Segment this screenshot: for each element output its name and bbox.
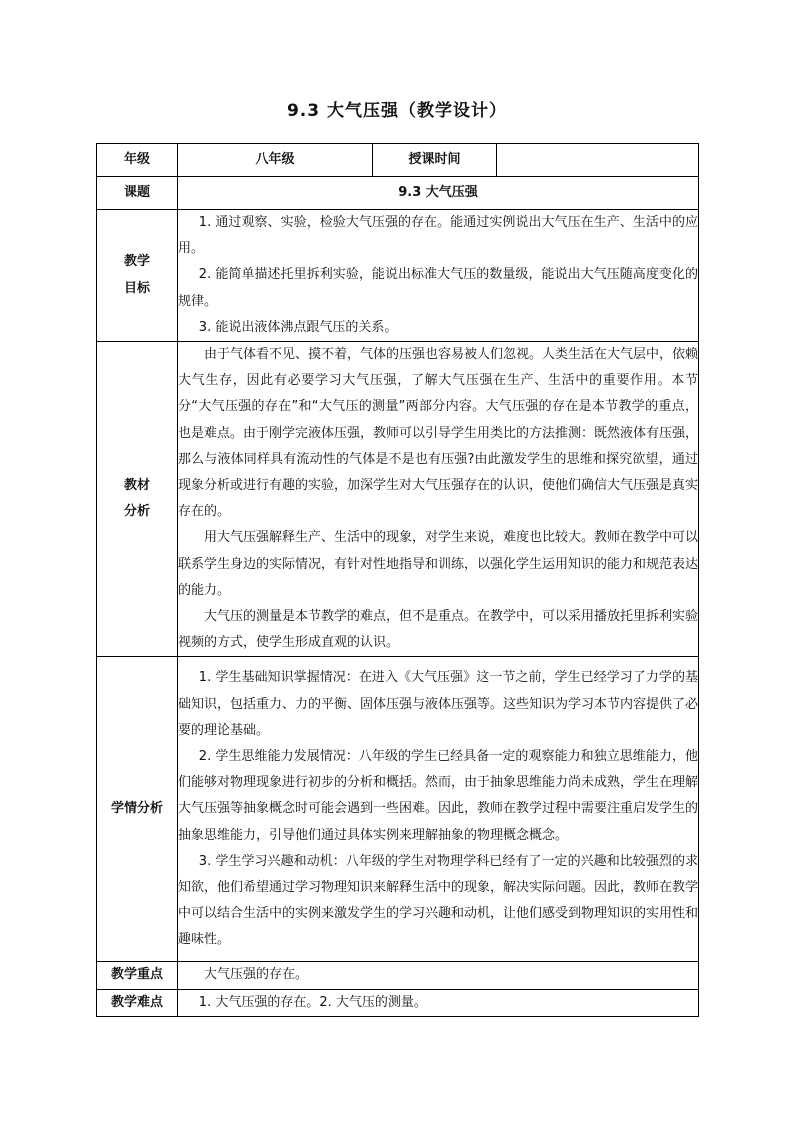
key-point-label: 教学重点 [97, 962, 178, 989]
key-point-row [97, 962, 699, 989]
topic-value: 9.3 大气压强 [178, 177, 699, 210]
material-paragraph: 用大气压强解释生产、生活中的现象，对学生来说，难度也比较大。教师在教学中可以联系学生身边的实际情况，有针对性地指导和训练，以强化学生运用知识的能力和规范表达的能力。 [178, 530, 699, 598]
page-title: 9.3 大气压强（教学设计） [286, 101, 508, 121]
grade-value: 八年级 [178, 144, 373, 177]
students-content [178, 657, 699, 962]
material-label-line1: 教材 [123, 478, 150, 494]
students-item: 3. 学生学习兴趣和动机：八年级的学生对物理学科已经有了一定的兴趣和比较强烈的求知欲，他们希望通过学习物理知识来解释生活中的现象，解决实际问题。因此，教师在教学中可以结合生活中的实例来激发学生的学习兴趣和动机，让他们感受到物理知识的实用性和趣味性。 [178, 853, 699, 948]
class-time-label: 授课时间 [373, 144, 497, 177]
goals-label [97, 210, 178, 342]
goal-item: 1. 通过观察、实验，检验大气压强的存在。能通过实例说出大气压在生产、生活中的应用。 [178, 215, 698, 257]
material-paragraph: 由于气体看不见、摸不着，气体的压强也容易被人们忽视。人类生活在大气层中，依赖大气生存，因此有必要学习大气压强，了解大气压强在生产、生活中的重要作用。本节分“大气压强的存在”和“大气压的测量”两部分内容。大气压强的存在是本节教学的重点，也是难点。由于刚学完液体压强，教师可以引导学生用类比的方法推测：既然液体有压强，那么与液体同样具有流动性的气体是不是也有压强?由此激发学生的思维和探究欲望，通过现象分析或进行有趣的实验，加深学生对大气压强存在的认识，使他们确信大气压强是真实存在的。 [178, 347, 699, 520]
difficulty-value: 1. 大气压强的存在。2. 大气压的测量。 [198, 994, 427, 1010]
material-paragraph: 大气压的测量是本节教学的难点，但不是重点。在教学中，可以采用播放托里拆利实验视频的方式，使学生形成直观的认识。 [178, 609, 699, 651]
material-content [178, 342, 699, 657]
material-label-line2: 分析 [123, 504, 150, 520]
topic-label: 课题 [97, 177, 178, 210]
students-item: 2. 学生思维能力发展情况：八年级的学生已经具备一定的观察能力和独立思维能力，他们能够对物理现象进行初步的分析和概括。然而，由于抽象思维能力尚未成熟，学生在理解大气压强等抽象概念时可能会遇到一些困难。因此，教师在教学过程中需要注重启发学生的抽象思维能力，引导他们通过具体实例来理解抽象的物理概念概念。 [178, 748, 699, 843]
difficulty-content [178, 989, 699, 1016]
material-row [97, 342, 699, 657]
topic-row [97, 177, 699, 210]
lesson-plan-table [96, 143, 699, 1017]
grade-row [97, 144, 699, 177]
goal-item: 2. 能简单描述托里拆利实验，能说出标准大气压的数量级，能说出大气压随高度变化的规律。 [178, 267, 698, 309]
students-item: 1. 学生基础知识掌握情况：在进入《大气压强》这一节之前，学生已经学习了力学的基础知识，包括重力、力的平衡、固体压强与液体压强等。这些知识为学习本节内容提供了必要的理论基础。 [178, 670, 699, 738]
goals-content [178, 210, 699, 342]
class-time-value [497, 144, 699, 177]
material-label [97, 342, 178, 657]
difficulty-row [97, 989, 699, 1016]
grade-label: 年级 [97, 144, 178, 177]
students-row [97, 657, 699, 962]
goals-row [97, 210, 699, 342]
goal-item: 3. 能说出液体沸点跟气压的关系。 [198, 319, 398, 335]
difficulty-label: 教学难点 [97, 989, 178, 1016]
key-point-value: 大气压强的存在。 [204, 967, 309, 983]
goals-label-line1: 教学 [123, 254, 150, 270]
students-label: 学情分析 [97, 657, 178, 962]
key-point-content [178, 962, 699, 989]
goals-label-line2: 目标 [123, 280, 150, 296]
